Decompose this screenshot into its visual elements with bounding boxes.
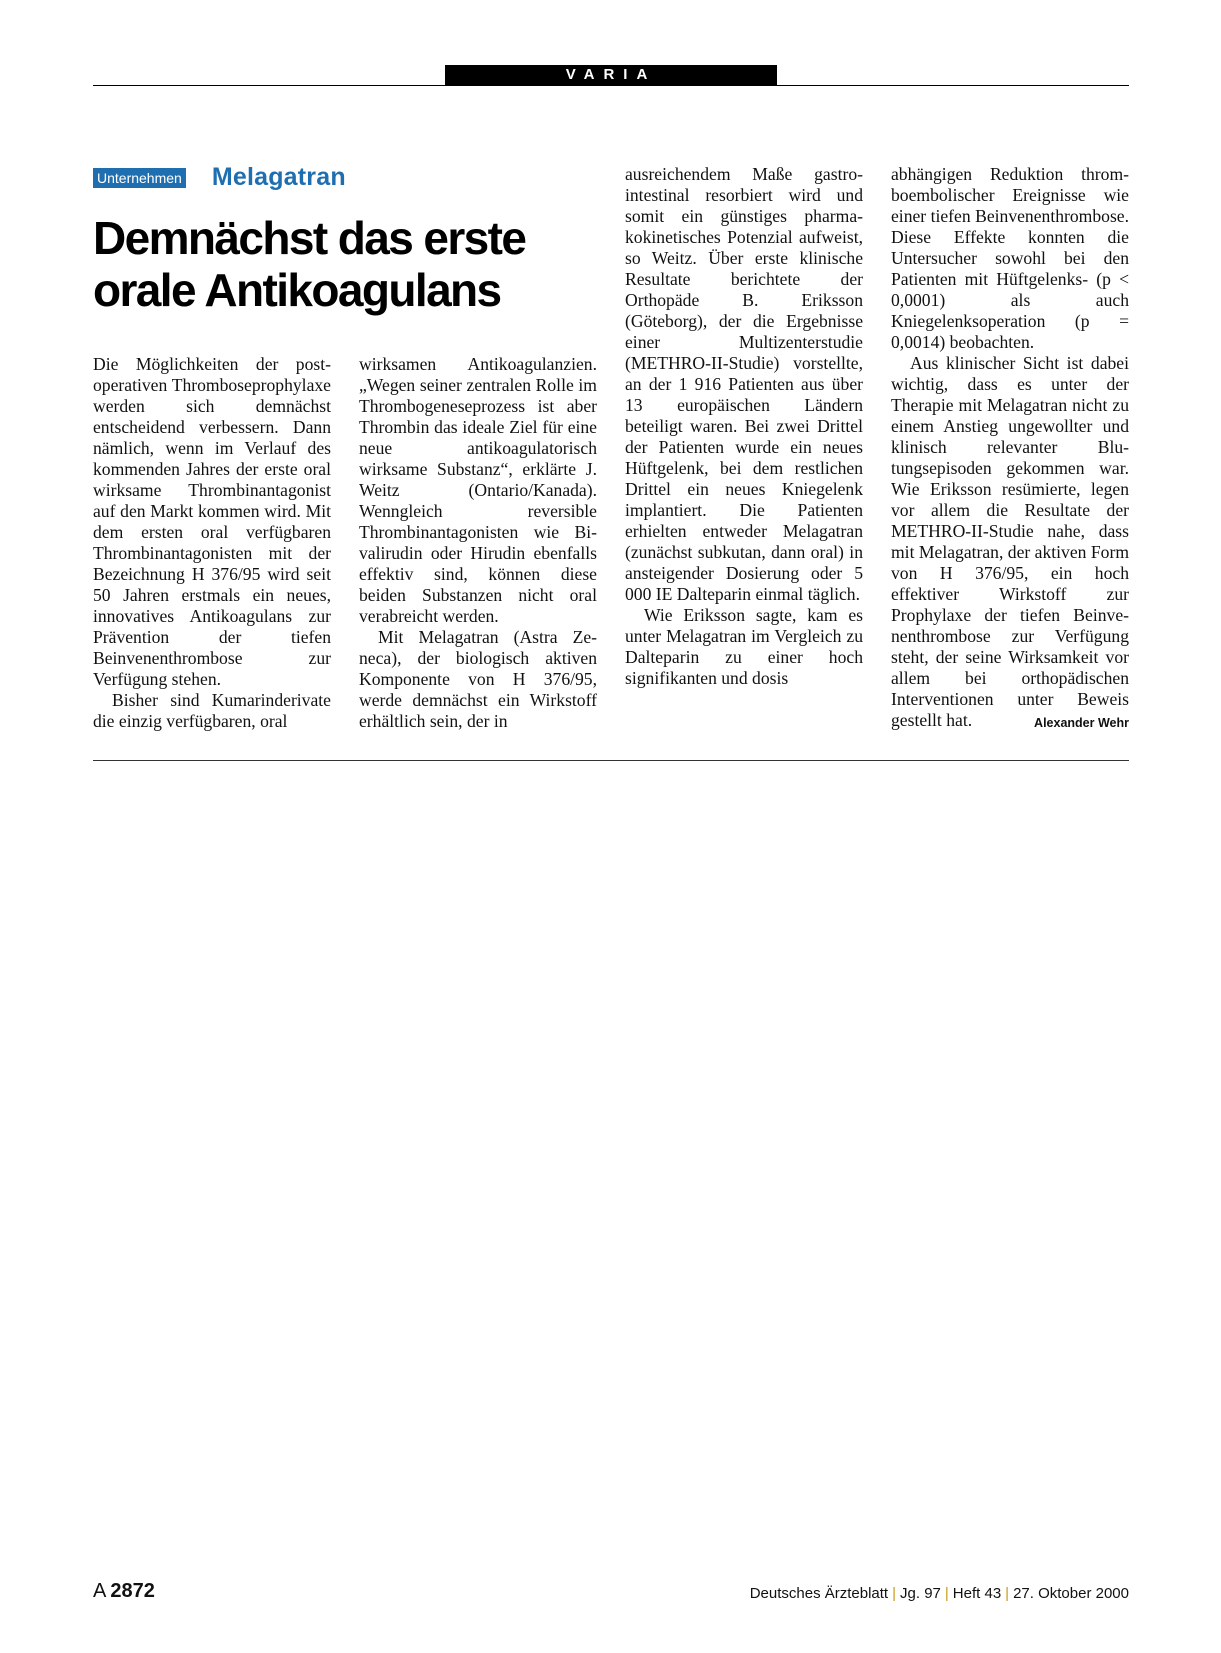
- paragraph: [891, 353, 1129, 731]
- page-number: [93, 1580, 155, 1603]
- paragraph: abhängigen Reduktion thromboembolischer Ereignisse wie einer tiefen Beinvenenthrombose. Diese Effekte konnten die Untersucher sowohl bei den Patienten mit Hüftgelenks- (p < 0,0001) als auch Kniegelenksoperation (p = 0,0014) beobachten.: [891, 164, 1129, 352]
- headline-line-1: Demnächst das erste: [93, 212, 526, 264]
- article-headline: [93, 212, 593, 316]
- paragraph: Mit Melagatran (Astra Zeneca), der biologisch aktiven Komponente von H 376/95, werde demnächst ein Wirkstoff erhältlich sein, der in: [359, 627, 597, 731]
- body-column-2: [359, 354, 597, 732]
- paragraph: Die Möglichkeiten der postoperativen Thromboseprophylaxe werden sich demnächst entscheidend verbessern. Dann nämlich, wenn im Verlauf des kommenden Jahres der erste oral wirksame Thrombinantagonist auf den Markt kommen wird. Mit dem ersten oral verfügbaren Thrombinantagonisten mit der Bezeichnung H 376/95 wird seit 50 Jahren erstmals ein neues, innovatives Antikoagulans zur Prävention der tiefen Beinvenenthrombose zur Verfügung stehen.: [93, 354, 331, 689]
- page-prefix: A: [93, 1580, 107, 1602]
- page-number-value: 2872: [110, 1580, 155, 1602]
- paragraph: Bisher sind Kumarinderivate die einzig verfügbaren, oral: [93, 690, 331, 731]
- rubric-badge: Unternehmen: [93, 168, 186, 188]
- separator: |: [892, 1585, 897, 1602]
- body-column-4: [891, 164, 1129, 734]
- paragraph: Wie Eriksson sagte, kam es unter Melagatran im Vergleich zu Dalteparin zu einer hoch signifikanten und dosis: [625, 605, 863, 688]
- separator: |: [1005, 1585, 1010, 1602]
- article-bottom-rule: [93, 760, 1129, 761]
- article-topic: Melagatran: [211, 163, 346, 191]
- paragraph: wirksamen Antikoagulanzien. „Wegen seiner zentralen Rolle im Thrombogeneseprozess ist aber Thrombin das ideale Ziel für eine neue antikoagulatorisch wirksame Substanz“, erklärte J. Weitz (Ontario/Kanada). Wenngleich reversible Thrombinantagonisten wie Bivalirudin oder Hirudin ebenfalls effektiv sind, können diese beiden Substanzen nicht oral verabreicht werden.: [359, 354, 597, 626]
- headline-line-2: orale Antikoagulans: [93, 264, 501, 316]
- paragraph: ausreichendem Maße gastrointestinal resorbiert wird und somit ein günstiges pharmakokinetisches Potenzial aufweist, so Weitz. Über erste klinische Resultate berichtete der Orthopäde B. Eriksson (Göteborg), der die Ergebnisse einer Multizenterstudie (METHRO-II-Studie) vorstellte, an der 1 916 Patienten aus über 13 europäischen Ländern beteiligt waren. Bei zwei Drittel der Patienten wurde ein neues Hüftgelenk, bei dem restlichen Drittel ein neues Kniegelenk implantiert. Die Patienten erhielten entweder Melagatran (zunächst subkutan, dann oral) in ansteigender Dosierung oder 5 000 IE Dalteparin einmal täglich.: [625, 164, 863, 604]
- issue-date: 27. Oktober 2000: [1013, 1585, 1129, 1602]
- body-column-3: [625, 164, 863, 689]
- publication-info: [750, 1585, 1129, 1602]
- author-byline: Alexander Wehr: [1034, 716, 1129, 730]
- volume: Jg. 97: [900, 1585, 941, 1602]
- header-rule: [93, 85, 1129, 86]
- issue: Heft 43: [952, 1585, 1002, 1602]
- separator: |: [944, 1585, 949, 1602]
- section-label: VARIA: [445, 65, 777, 85]
- body-column-1: [93, 354, 331, 732]
- journal-name: Deutsches Ärzteblatt: [749, 1585, 889, 1602]
- paragraph-text: Aus klinischer Sicht ist dabei wichtig, dass es unter der Therapie mit Melagatran nicht zu einem Anstieg ungewollter und klinisch relevanter Blutungsepisoden gekommen war. Wie Eriksson resümierte, legen vor allem die Resultate der METHRO-II-Studie nahe, dass mit Melagatran, der aktiven Form von H 376/95, ein hoch effektiver Wirkstoff zur Prophylaxe der tiefen Beinvenenthrombose zur Verfügung steht, der seine Wirksamkeit vor allem bei orthopädischen Interventionen unter Beweis gestellt hat.: [891, 353, 1129, 730]
- article-kicker: [93, 163, 346, 192]
